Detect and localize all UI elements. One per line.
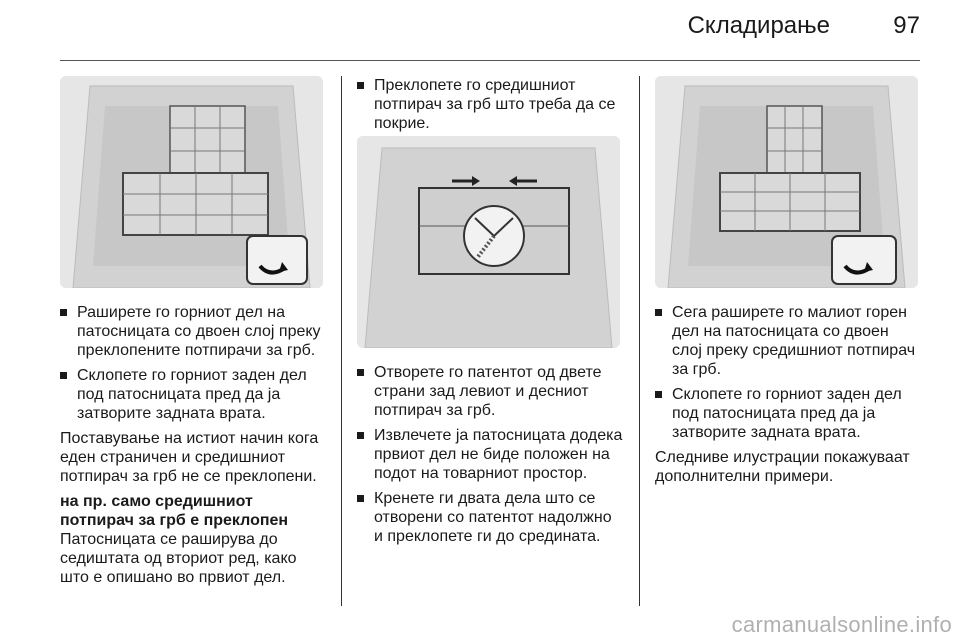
column-divider-1 <box>341 76 342 606</box>
column-2-intro <box>357 76 624 139</box>
page-title: Складирање <box>687 12 830 39</box>
bullet-item: Отворете го патентот од двете страни зад левиот и десниот потпирач за грб. <box>357 363 624 420</box>
paragraph: Патосницата се раширува до седиштата од вториот ред, како што е опишано во првиот дел. <box>60 531 297 586</box>
bullet-item: Склопете го горниот заден дел под патосницата пред да ја затворите задната врата. <box>60 366 325 423</box>
figure-mat-unfold <box>60 76 323 288</box>
watermark: carmanualsonline.info <box>731 612 952 637</box>
bullet-item: Раширете го горниот дел на патосницата со двоен слој преку преклопените потпирачи за грб. <box>60 303 325 360</box>
column-divider-2 <box>639 76 640 606</box>
column-2 <box>357 363 624 552</box>
bullet-item: Извлечете ја патосницата додека првиот дел не биде положен на подот на товарниот простор. <box>357 426 624 483</box>
subheading: на пр. само средишниот потпирач за грб е преклопен <box>60 493 289 529</box>
figure-mat-fold <box>655 76 918 288</box>
column-3 <box>655 303 923 492</box>
column-1 <box>60 303 325 593</box>
bullet-item: Кренете ги двата дела што се отворени со патентот надолжно и преклопете ги до средината. <box>357 489 624 546</box>
bullet-item: Преклопете го средишниот потпирач за грб што треба да се покрие. <box>357 76 624 133</box>
bullet-item: Склопете го горниот заден дел под патосницата пред да ја затворите задната врата. <box>655 385 923 442</box>
page-number: 97 <box>893 12 920 39</box>
figure-zipper-open <box>357 136 620 348</box>
header-rule <box>60 60 920 61</box>
bullet-item: Сега раширете го малиот горен дел на патосницата со двоен слој преку средишниот потпирач за грб. <box>655 303 923 379</box>
paragraph: Поставување на истиот начин кога еден страничен и средишниот потпирач за грб не се преклопени. <box>60 430 319 485</box>
paragraph: Следниве илустрации покажуваат дополнителни примери. <box>655 449 910 485</box>
